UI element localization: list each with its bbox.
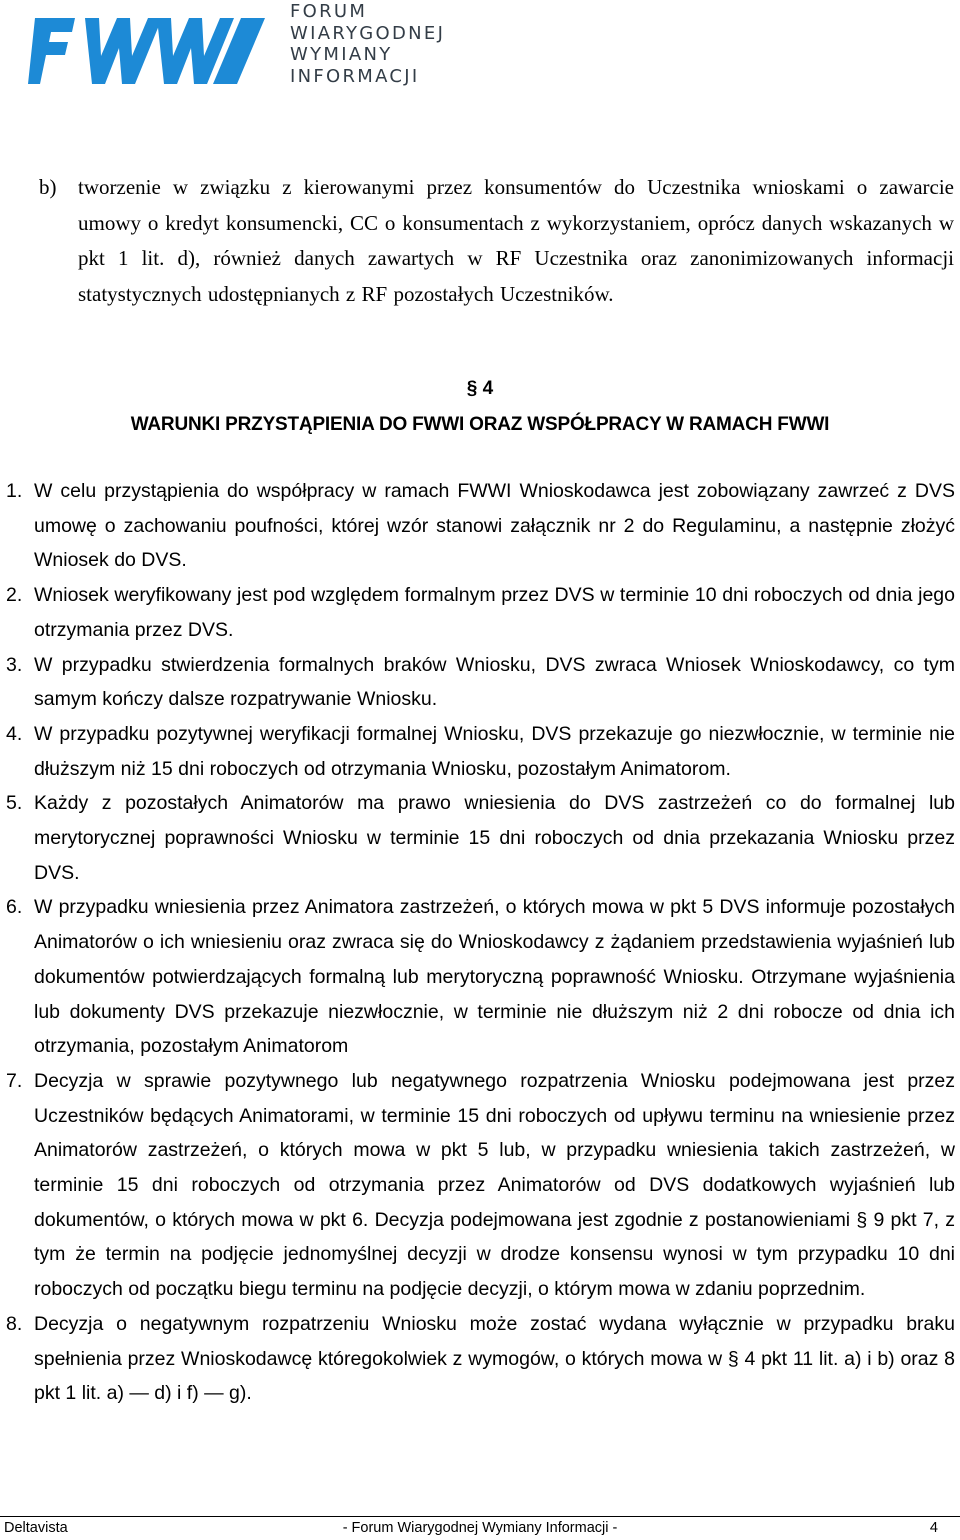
- list-item-1: [0, 474, 960, 578]
- list-item-7: [0, 1064, 960, 1307]
- list-item-text: W przypadku stwierdzenia formalnych braków Wniosku, DVS zwraca Wniosek Wnioskodawcy, co tym samym kończy dalsze rozpatrywanie Wniosku.: [34, 653, 955, 711]
- page-number: 4: [929, 1520, 938, 1536]
- list-item-5: [0, 786, 960, 890]
- logo-wordmark: [290, 1, 490, 87]
- list-item-text: Każdy z pozostałych Animatorów ma prawo wniesienia do DVS zastrzeżeń co do formalnej lub merytorycznej poprawności Wniosku w terminie 15 dni roboczych od dnia przekazania Wniosku przez DVS.: [34, 792, 955, 884]
- list-item-number: 6.: [6, 896, 23, 919]
- section-title: WARUNKI PRZYSTĄPIENIA DO FWWI ORAZ WSPÓŁPRACY W RAMACH FWWI: [130, 414, 830, 435]
- page-footer: [0, 1520, 960, 1540]
- footer-divider: [0, 1516, 960, 1517]
- list-item-text: Decyzja o negatywnym rozpatrzeniu Wniosku może zostać wydana wyłącznie w przypadku braku spełnienia przez Wnioskodawcę któregokolwiek z wymogów, o których mowa w § 4 pkt 11 lit. a) i b) oraz 8 pkt 1 lit. a) — d) i f) — g).: [34, 1312, 955, 1405]
- list-item-number: 2.: [6, 584, 23, 607]
- list-item-text: Wniosek weryfikowany jest pod względem formalnym przez DVS w terminie 10 dni roboczych od dnia jego otrzymania przez DVS.: [34, 584, 955, 641]
- list-item-number: 8.: [6, 1312, 23, 1335]
- numbered-list: [0, 474, 960, 1411]
- fwwi-logo-mark: [27, 12, 267, 86]
- footer-company: Deltavista: [4, 1520, 68, 1536]
- list-item-6: [0, 890, 960, 1064]
- list-item-number: 1.: [6, 480, 23, 502]
- list-item-text: W przypadku pozytywnej weryfikacji formalnej Wniosku, DVS przekazuje go niezwłocznie, w terminie nie dłuższym niż 15 dni roboczych od otrzymania Wniosku, pozostałym Animatorom.: [34, 722, 955, 780]
- list-item-text: Decyzja w sprawie pozytywnego lub negatywnego rozpatrzenia Wniosku podejmowana jest przez Uczestników będących Animatorami, w terminie 15 dni roboczych od upływu terminu na wniesienie przez Animatorów zastrzeżeń, o których mowa w pkt 5 lub, w przypadku wniesienia takich zastrzeżeń, w terminie 15 dni roboczych od otrzymania przez Animatorów od DVS dodatkowych wyjaśnień lub dokumentów, o których mowa w pkt 6. Decyzja podejmowana jest zgodnie z postanowieniami § 9 pkt 7, z tym że termin na podjęcie jednomyślnej decyzji w drodze konsensu wynosi w tym przypadku 10 dni roboczych od początku biegu terminu na podjęcie decyzji, o którym mowa w zdaniu poprzednim.: [34, 1069, 955, 1301]
- list-item-3: [0, 648, 960, 717]
- paragraph-b-text: tworzenie w związku z kierowanymi przez konsumentów do Uczestnika wnioskami o zawarcie umowy o kredyt konsumencki, CC o konsumentach z wykorzystaniem, oprócz danych wskazanych w pkt 1 lit. d), również danych zawartych w RF Uczestnika oraz zanonimizowanych informacji statystycznych udostępnianych z RF pozostałych Uczestników.: [78, 175, 954, 306]
- footer-title: - Forum Wiarygodnej Wymiany Informacji -: [342, 1520, 618, 1536]
- list-item-number: 3.: [6, 653, 23, 676]
- logo-line-4: INFORMACJI: [290, 65, 420, 87]
- list-item-number: 4.: [6, 722, 23, 745]
- list-item-text: W celu przystąpienia do współpracy w ramach FWWI Wnioskodawca jest zobowiązany zawrzeć z DVS umowę o zachowaniu poufności, której wzór stanowi załącznik nr 2 do Regulaminu, a następnie złożyć Wniosek do DVS.: [34, 480, 955, 572]
- section-number: § 4: [466, 378, 494, 399]
- logo-line-2: WIARYGODNEJ: [290, 22, 446, 44]
- list-item-text: W przypadku wniesienia przez Animatora zastrzeżeń, o których mowa w pkt 5 DVS informuje pozostałych Animatorów o ich wniesieniu oraz zwraca się do Wnioskodawcy z żądaniem przedstawienia wyjaśnień lub dokumentów potwierdzających formalną lub merytoryczną poprawność Wniosku. Otrzymane wyjaśnienia lub dokumenty DVS przekazuje niezwłocznie, w terminie nie dłuższym niż 2 dni robocze od dnia ich otrzymania, pozostałym Animatorom: [34, 896, 955, 1058]
- list-item-4: [0, 717, 960, 786]
- list-item-2: [0, 578, 960, 647]
- paragraph-b-marker: b): [39, 175, 57, 199]
- logo-line-1: FORUM: [290, 1, 368, 22]
- page-header: [0, 0, 960, 100]
- list-item-number: 7.: [6, 1069, 23, 1092]
- list-item-8: [0, 1307, 960, 1411]
- logo-line-3: WYMIANY: [290, 44, 393, 65]
- list-item-number: 5.: [6, 792, 23, 815]
